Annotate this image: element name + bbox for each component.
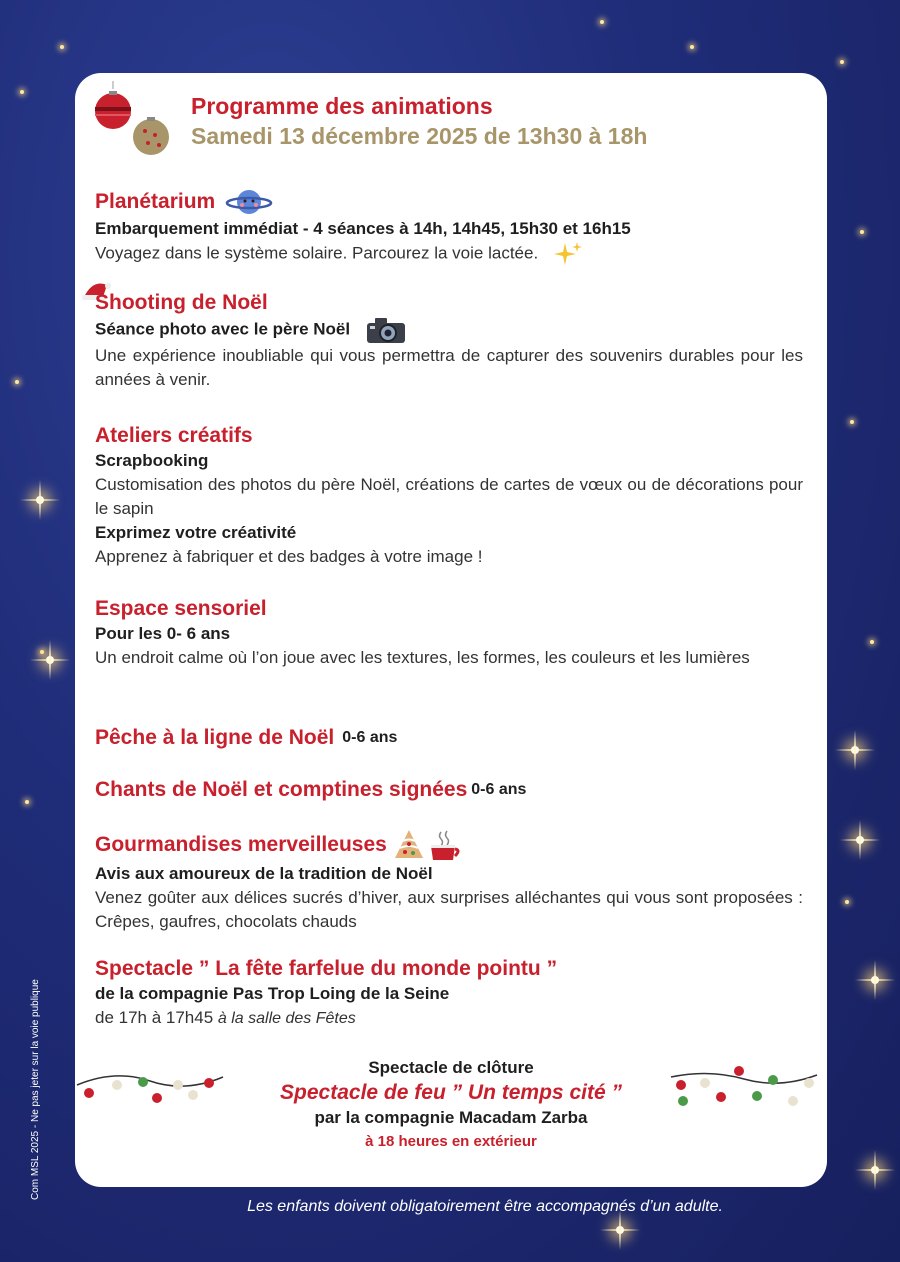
section-shooting bbox=[95, 290, 803, 392]
section-subtitle-2: Exprimez votre créativité bbox=[95, 523, 297, 542]
gingerbread-tree-icon bbox=[391, 828, 427, 862]
section-chants bbox=[95, 777, 803, 803]
ornaments-icon bbox=[93, 81, 173, 161]
section-sensoriel bbox=[95, 596, 803, 670]
camera-icon bbox=[365, 316, 407, 344]
page-title: Programme des animations bbox=[191, 93, 493, 119]
planet-icon bbox=[225, 187, 273, 217]
section-subtitle: Avis aux amoureux de la tradition de Noël bbox=[95, 864, 433, 883]
section-title: Pêche à la ligne de Noël bbox=[95, 726, 335, 749]
closing-company: par la compagnie Macadam Zarba bbox=[314, 1108, 588, 1127]
section-title: Ateliers créatifs bbox=[95, 424, 253, 447]
show-place: à la salle des Fêtes bbox=[217, 1010, 356, 1027]
section-ateliers bbox=[95, 423, 803, 569]
show-time: de 17h à 17h45 bbox=[95, 1008, 214, 1027]
section-title: Spectacle ” La fête farfelue du monde pointu ” bbox=[95, 957, 558, 980]
event-date: Samedi 13 décembre 2025 de 13h30 à 18h bbox=[191, 123, 648, 149]
footer-note: Les enfants doivent obligatoirement être accompagnés d’un adulte. bbox=[247, 1198, 723, 1215]
section-text: Venez goûter aux délices sucrés d’hiver, aux surprises alléchantes qui vous sont proposées : Crêpes, gaufres, chocolats chauds bbox=[95, 888, 803, 931]
closing-title: Spectacle de feu ” Un temps cité ” bbox=[280, 1081, 622, 1104]
closing-time: à 18 heures en extérieur bbox=[365, 1133, 537, 1150]
section-subtitle: Séance photo avec le père Noël bbox=[95, 319, 351, 339]
hot-chocolate-icon bbox=[427, 828, 463, 862]
section-text: Une expérience inoubliable qui vous permettra de capturer des souvenirs durables pour les années à venir. bbox=[95, 346, 803, 389]
section-subtitle: Embarquement immédiat - 4 séances à 14h, 14h45, 15h30 et 16h15 bbox=[95, 219, 631, 238]
section-peche bbox=[95, 725, 803, 751]
section-gourmandises bbox=[95, 828, 803, 934]
section-title: Shooting de Noël bbox=[95, 291, 268, 314]
section-title: Planétarium bbox=[95, 190, 216, 213]
section-text: Voyagez dans le système solaire. Parcourez la voie lactée. bbox=[95, 243, 539, 263]
section-planetarium bbox=[95, 187, 803, 267]
section-title: Gourmandises merveilleuses bbox=[95, 833, 387, 856]
section-spectacle bbox=[95, 956, 803, 1031]
closing-label: Spectacle de clôture bbox=[368, 1058, 534, 1077]
section-subtitle: de la compagnie Pas Trop Loing de la Seine bbox=[95, 984, 450, 1003]
section-title: Chants de Noël et comptines signées bbox=[95, 778, 468, 801]
section-text: Un endroit calme où l’on joue avec les textures, les formes, les couleurs et les lumières bbox=[95, 648, 750, 667]
section-subtitle: Scrapbooking bbox=[95, 451, 209, 470]
section-subtitle: Pour les 0- 6 ans bbox=[95, 624, 231, 643]
program-card bbox=[75, 73, 827, 1187]
section-text: Customisation des photos du père Noël, créations de cartes de vœux ou de décorations pour le sapin bbox=[95, 475, 803, 518]
age-label: 0-6 ans bbox=[471, 781, 527, 798]
header bbox=[191, 91, 647, 151]
sparkles-icon bbox=[553, 241, 583, 267]
side-legal-note: Com MSL 2025 - Ne pas jeter sur la voie publique bbox=[30, 979, 41, 1200]
age-label: 0-6 ans bbox=[342, 729, 398, 746]
closing-section bbox=[75, 1056, 827, 1154]
section-text-2: Apprenez à fabriquer et des badges à votre image ! bbox=[95, 547, 483, 566]
section-title: Espace sensoriel bbox=[95, 597, 267, 620]
